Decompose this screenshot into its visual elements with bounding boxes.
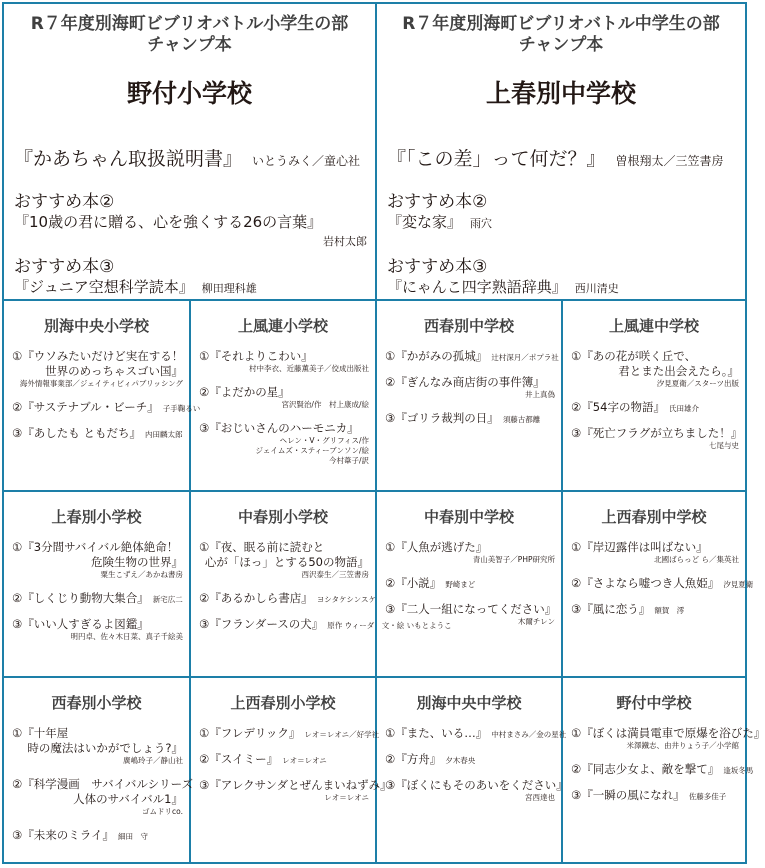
book-entry (12, 726, 183, 766)
book-entry (199, 752, 369, 768)
book-title: ①『また、いる…』 中村まさみ／金の星社 (385, 726, 567, 740)
book-entry (199, 540, 369, 580)
book-author: 西沢泰生／三笠書房 (301, 570, 369, 579)
book-author: 宮沢賢治/作 村上康成/絵 (281, 400, 369, 409)
book-author: 野崎まど (445, 580, 476, 589)
book-entry (12, 777, 194, 817)
book-author: 新宅広二 (152, 595, 183, 604)
book-title: ①『夜、眠る前に読むと (199, 540, 325, 554)
recommend-3-title: 『ジュニア空想科学読本』 柳田理科雄 (14, 278, 257, 296)
book-title: ①『あの花が咲く丘で、 (571, 349, 697, 363)
recommend-2-author: 雨穴 (470, 217, 493, 230)
book-author: 額賀 澪 (654, 606, 685, 615)
school-name: 中春別小学校 (237, 508, 328, 526)
book-title: ③『風に恋う』 額賀 澪 (571, 602, 685, 616)
book-title: ①『十年屋 (12, 726, 69, 740)
elementary-champion-panel (4, 4, 375, 300)
book-title: ③『死亡フラグが立ちました！』 (571, 426, 743, 440)
book-title: ②『ぎんなみ商店街の事件簿』 (385, 375, 545, 389)
book-entry (571, 726, 765, 751)
book-author: 青山美智子／PHP研究所 (472, 555, 555, 564)
book-author: 辻村深月／ポプラ社 (491, 353, 559, 362)
recommend-3-author: 西川清史 (574, 282, 619, 295)
book-title: ③『二人一組になってください』 (385, 602, 557, 616)
book-entry (199, 726, 380, 742)
school-cell (4, 301, 201, 490)
book-author: 米澤鐵志、由井りょう子／小学館 (626, 741, 739, 750)
book-author: 廣嶋玲子／静山社 (123, 756, 183, 765)
book-entry (385, 726, 567, 742)
book-entry (571, 426, 743, 451)
book-title-continued: 人体のサバイバル1』 (73, 792, 183, 806)
book-author: 木爾チレン (517, 617, 555, 626)
book-title-continued: 心が「ほっ」とする50の物語』 (204, 555, 369, 569)
school-cell (563, 492, 754, 676)
book-title: ②『さよなら嘘つき人魚姫』 汐見夏衛 (571, 576, 754, 590)
book-entry (385, 752, 555, 768)
book-author: 原作 ウィーダ 文・絵 いもとようこ (327, 621, 452, 630)
book-title: ②『サステナブル・ビーチ』 子手鞠るい (12, 400, 201, 414)
champion-book-title: 『「この差」って何だ？』 (387, 148, 606, 170)
school-name: 別海中央中学校 (416, 694, 522, 712)
book-author: 汐見夏衛／スターツ出版 (656, 379, 739, 388)
recommend-2-label: おすすめ本② (14, 192, 115, 212)
school-name: 上春別小学校 (51, 508, 142, 526)
book-title: ②『しくじり動物大集合』 新宅広二 (12, 591, 183, 605)
school-cell (191, 678, 392, 864)
book-author: レオ＝レオニ／好学社 (304, 730, 380, 739)
school-cell (4, 492, 189, 676)
book-entry (571, 788, 739, 804)
book-author: ヨシタケシンスケ (316, 595, 376, 604)
book-title: ③『アレクサンダとぜんまいねずみ』 (199, 778, 392, 792)
panel-heading: R７年度別海町ビブリオバトル小学生の部 チャンプ本 (30, 14, 349, 55)
book-author: 夕木春央 (445, 756, 476, 765)
school-cell (377, 678, 568, 864)
recommend-3-label: おすすめ本③ (14, 257, 115, 277)
recommend-2-label: おすすめ本② (387, 192, 488, 212)
school-cell (563, 301, 745, 490)
book-title: ②『方舟』 夕木春央 (385, 752, 476, 766)
school-name: 上西春別小学校 (230, 694, 336, 712)
book-title: ③『未来のミライ』 細田 守 (12, 828, 148, 842)
book-title-continued: 危険生物の世界』 (91, 555, 183, 569)
book-author: 佐藤多佳子 (688, 792, 727, 801)
book-title: ①『それよりこわい』 (199, 349, 313, 363)
champion-school: 野付小学校 (126, 79, 252, 108)
book-title: ①『岸辺露伴は叫ばない』 (571, 540, 708, 554)
book-entry (199, 349, 369, 374)
book-entry (199, 778, 392, 803)
book-entry (12, 591, 183, 607)
champion-book-author: いとうみく／童心社 (252, 154, 361, 168)
book-entry (199, 591, 376, 607)
school-name: 上西春別中学校 (601, 508, 707, 526)
book-author: 粟生こずえ／あかね書房 (100, 570, 183, 579)
school-name: 中春別中学校 (423, 508, 514, 526)
book-title: ①『ウソみたいだけど実在する！ (12, 349, 184, 363)
book-title-continued: 君とまた出会えたら。』 (618, 364, 739, 378)
book-entry (385, 411, 555, 427)
book-entry (571, 540, 739, 565)
recommend-2-title: 『10歳の君に贈る、心を強くする26の言葉』 (14, 213, 323, 231)
book-entry (385, 778, 568, 803)
book-title: ②『あるかしら書店』 ヨシタケシンスケ (199, 591, 376, 605)
school-cell (4, 678, 194, 864)
book-title-continued: 時の魔法はいかがでしょう?』 (27, 741, 183, 755)
book-title: ③『一瞬の風になれ』 佐藤多佳子 (571, 788, 727, 802)
book-title: ③『いい人すぎるよ図鑑』 (12, 617, 149, 631)
book-entry (385, 602, 555, 627)
book-author: レオ＝レオニ (282, 756, 327, 765)
recommend-2-author: 岩村太郎 (323, 235, 367, 248)
book-entry (12, 426, 183, 442)
school-cell (377, 301, 561, 490)
school-cell (377, 492, 561, 676)
champion-book-author: 曽根翔太／三笠書房 (615, 154, 724, 168)
book-title: ①『3分間サバイバル絶体絶命！ (12, 540, 179, 554)
book-author: ヘレン・V・グリフィス/作 (279, 436, 369, 445)
book-entry (12, 617, 183, 642)
book-author: 細田 守 (117, 832, 148, 841)
book-author: 今村葦子/訳 (328, 456, 369, 465)
book-entry (199, 421, 369, 466)
book-title: ①『フレデリック』 レオ＝レオニ／好学社 (199, 726, 380, 740)
champion-book-title: 『かあちゃん取扱説明書』 (14, 148, 243, 170)
champion-school: 上春別中学校 (485, 79, 636, 108)
school-cell (563, 678, 765, 864)
book-entry (571, 349, 739, 389)
book-title: ③『おじいさんのハーモニカ』 (199, 421, 359, 435)
book-author: 子手鞠るい (162, 404, 201, 413)
book-entry (199, 617, 452, 633)
book-title: ②『よだかの星』 (199, 385, 290, 399)
school-name: 西春別中学校 (423, 317, 514, 335)
book-author: 須藤古都離 (502, 415, 541, 424)
book-title: ②『スイミー』 レオ＝レオニ (199, 752, 327, 766)
book-entry (571, 762, 754, 778)
book-author: 汐見夏衛 (723, 580, 754, 589)
book-author: ゴムドリco. (142, 807, 183, 816)
book-title: ③『フランダースの犬』 原作 ウィーダ 文・絵 いもとようこ (199, 617, 452, 631)
book-entry (571, 602, 739, 618)
book-title: ①『かがみの孤城』 辻村深月／ポプラ社 (385, 349, 559, 363)
book-entry (12, 349, 183, 389)
book-title: ③『ゴリラ裁判の日』 須藤古都離 (385, 411, 541, 425)
panel-heading: R７年度別海町ビブリオバトル中学生の部 チャンプ本 (402, 14, 720, 55)
champion-book (387, 144, 724, 171)
book-entry (12, 400, 201, 416)
book-author: 宮西達也 (525, 793, 555, 802)
school-name: 上風連中学校 (608, 317, 699, 335)
recommend-2-title: 『変な家』 雨穴 (387, 213, 493, 231)
book-author: 中村まさみ／金の星社 (491, 730, 567, 739)
book-title: ②『小説』 野崎まど (385, 576, 476, 590)
recommend-3-title: 『にゃんこ四字熟語辞典』 西川清史 (387, 278, 619, 296)
recommend-3-author: 柳田理科雄 (201, 282, 257, 295)
school-name: 野付中学校 (616, 694, 692, 712)
school-name: 西春別小学校 (51, 694, 142, 712)
book-entry (385, 375, 555, 400)
book-author: レオ＝レオニ (324, 793, 369, 802)
book-entry (571, 400, 739, 416)
book-author: 氏田雄介 (668, 404, 699, 413)
book-author: 明円卓、佐々木日菜、真子千絵美 (70, 632, 183, 641)
book-entry (571, 576, 754, 592)
champion-book (14, 144, 360, 171)
book-author: 逢坂冬馬 (723, 766, 754, 775)
book-title: ③『ぼくにもそのあいをください』 (385, 778, 568, 792)
book-author: 七尾与史 (709, 441, 739, 450)
book-author: 内田麟太郎 (144, 430, 183, 439)
school-cell (191, 301, 375, 490)
book-author: ジェイムズ・スティーブンソン/絵 (255, 446, 369, 455)
book-title: ③『あしたも ともだち』 内田麟太郎 (12, 426, 183, 440)
book-entry (12, 828, 183, 844)
book-author: 井上真偽 (525, 390, 555, 399)
book-entry (199, 385, 369, 410)
book-author: 村中李衣、近藤薫美子／佼成出版社 (249, 364, 369, 373)
book-title: ②『科学漫画 サバイバルシリーズ (12, 777, 194, 791)
school-name: 上風連小学校 (237, 317, 328, 335)
book-title: ①『人魚が逃げた』 (385, 540, 488, 554)
book-author: 海外情報事業部／ジェイティビィパブリッシング (19, 379, 183, 388)
book-author: 北國ばらっど ら／集英社 (654, 555, 739, 564)
junior-high-champion-panel (377, 4, 745, 300)
book-title: ①『ぼくは満員電車で原爆を浴びた』 (571, 726, 765, 740)
book-title: ②『54字の物語』 氏田雄介 (571, 400, 699, 414)
book-entry (12, 540, 183, 580)
book-entry (385, 540, 555, 565)
recommend-3-label: おすすめ本③ (387, 257, 488, 277)
book-title: ②『同志少女よ、敵を撃て』 逢坂冬馬 (571, 762, 754, 776)
book-entry (385, 576, 555, 592)
school-name: 別海中央小学校 (43, 317, 149, 335)
book-entry (385, 349, 559, 365)
book-title-continued: 世界のめっちゃスゴい国』 (45, 364, 183, 378)
